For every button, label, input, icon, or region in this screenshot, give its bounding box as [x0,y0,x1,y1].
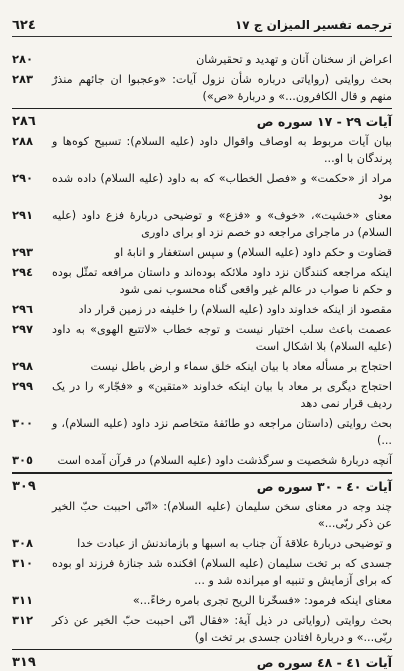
entry-page-number: ٣١٢ [12,612,34,627]
entry-page-number: ٢٩٧ [12,322,34,337]
entry-page-number: ٣١١ [12,592,34,607]
toc-entry [12,244,392,261]
section-divider [12,108,392,109]
entry-text: مراد از «حكمت» و «فصل الخطاب» كه به داود (عليه السلام) داده شده بود [52,172,392,203]
entry-page-number: ٢٨٨ [12,134,34,149]
toc-entry [12,415,392,449]
toc-entry [12,133,392,167]
entry-page-number: ٢٩١ [12,208,34,223]
entry-page-number: ٣١٠ [12,555,34,570]
toc-entry [12,498,392,532]
page-number: ٦٢٤ [12,17,36,33]
entry-text: معناى اينكه فرمود: «فسخّرنا الريح تجرى بامره رخاءً...» [132,593,392,607]
entry-text: و توضيحى دربارۀ علاقۀ آن جناب به اسبها و بازماندنش از عبادت خدا [77,536,392,550]
entry-page-number: ٢٩٣ [12,245,34,260]
entry-page-number: ٢٩٤ [12,265,34,280]
entry-text: عصمت باعث سلب اختيار نيست و توجه خطاب «لاتتبع الهوى» به داود (عليه السلام) بلا اشكال است [52,323,392,354]
toc-entry [12,71,392,105]
entry-text: بحث روايتى (رواياتى درباره شأن نزول آيات: «وعجبوا ان جائهم منذرٌ منهم و قال الكافرون...» و دربارۀ «ص») [52,73,392,103]
entry-text: آيات ٤١ - ٤٨ سوره ص [256,655,392,671]
section-heading [12,113,392,130]
entry-text: آيات ٢٩ - ١٧ سوره ص [256,114,392,130]
section-heading [12,478,392,495]
toc-entry [12,321,392,355]
entry-text: قضاوت و حكم داود (عليه السلام) و سپس استغفار و انابۀ او [114,246,392,260]
entry-page-number: ٣٠٠ [12,416,34,431]
entry-text: احتجاج بر مسأله معاد با بيان اينكه خلق سماء و ارض باطل نيست [90,360,392,374]
entry-text: بحث روايتى (داستان مراجعه دو طائفۀ متخاصم نزد داود (عليه السلام)، و ...) [52,417,392,448]
entry-text: اعراض از سخنان آنان و تهديد و تحقيرشان [196,53,392,66]
entry-text: بحث روايتى (رواياتى در ذيل آيۀ: «فقال انّى احببت حبّ الخير عن ذكر ربّى...» و دربارۀ افتادن جسدى بر تخت او) [52,613,392,644]
entry-text: آيات ٤٠ - ٣٠ سوره ص [256,478,392,494]
toc-entry [12,612,392,646]
entry-text: مقصود از اينكه خداوند داود (عليه السلام) را خليفه در زمين قرار داد [78,303,392,317]
entry-page-number: ٣١٩ [12,655,36,671]
table-of-contents [12,51,392,671]
toc-entry [12,358,392,375]
toc-entry [12,592,392,609]
toc-entry [12,207,392,241]
toc-entry [12,301,392,318]
entry-text: چند وجه در معناى سخن سليمان (عليه السلام): «انّى احببت حبّ الخير عن ذكر ربّى...» [52,499,392,530]
entry-page-number: ٣٠٥ [12,453,34,468]
page-title: ترجمه تفسير الميزان ج ١٧ [234,18,392,32]
entry-text: بيان آيات مربوط به اوصاف واقوال داود (عليه السلام): تسبيح كوه‌ها و پرندگان با او... [52,135,392,166]
entry-page-number: ٢٩٠ [12,171,34,186]
entry-page-number: ٢٩٨ [12,359,34,374]
toc-entry [12,452,392,469]
toc-entry [12,170,392,204]
entry-text: احتجاج ديگرى بر معاد با بيان اينكه خداوند «متقين» و «فجّار» را در يک رديف قرار نمى دهد [52,380,392,411]
toc-entry [12,535,392,552]
entry-page-number: ٣٠٩ [12,478,36,494]
entry-page-number: ٢٨٣ [12,72,34,86]
entry-page-number: ٢٩٦ [12,302,34,317]
section-divider [12,649,392,650]
entry-page-number: ٢٨٦ [12,114,36,130]
entry-text: معناى «خشيت»، «خوف» و «فزع» و توضيحى دربارۀ فزع داود (عليه السلام) در ماجراى مراجعه دو خصم نزد او براى داورى [52,209,392,240]
page-header [12,14,392,37]
entry-text: اينكه مراجعه كنندگان نزد داود ملائكه بوده‌اند و داستان مرافعه تمثّل بوده و حكم نا صواب در عالم غير واقعى گناه محسوب نمى شود [52,266,392,297]
entry-page-number: ٢٨٠ [12,52,34,66]
entry-text: آنچه دربارۀ شخصيت و سرگذشت داود (عليه السلام) در قرآن آمده است [57,454,392,468]
toc-entry [12,555,392,589]
toc-entry [12,51,392,68]
entry-text: جسدى كه بر تخت سليمان (عليه السلام) افكنده شد جنازۀ فرزند او بوده كه براى آزمايش و تنبيه او ميرانده شد و ... [52,556,392,587]
entry-page-number: ٢٩٩ [12,379,34,394]
entry-page-number: ٣٠٨ [12,535,34,550]
section-divider [12,472,392,473]
toc-entry [12,378,392,412]
toc-entry [12,264,392,298]
